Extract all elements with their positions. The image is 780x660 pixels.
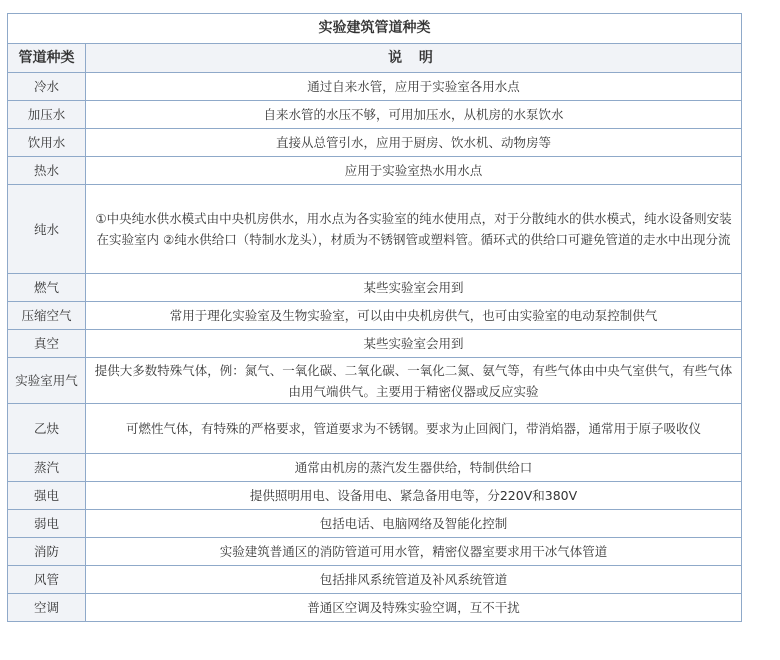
description-cell: 直接从总管引水，应用于厨房、饮水机、动物房等 [86, 129, 742, 157]
table-row [8, 510, 742, 538]
table-header-row [8, 44, 742, 73]
description-cell: 可燃性气体，有特殊的严格要求，管道要求为不锈钢。要求为止回阀门，带消焰器，通常用于原子吸收仪 [86, 404, 742, 454]
table-row [8, 454, 742, 482]
table-row [8, 101, 742, 129]
pipe-types-table-container [7, 13, 742, 622]
table-row [8, 330, 742, 358]
table-row [8, 358, 742, 404]
pipe-type-cell: 空调 [8, 594, 86, 622]
description-cell: 自来水管的水压不够，可用加压水，从机房的水泵饮水 [86, 101, 742, 129]
pipe-type-cell: 风管 [8, 566, 86, 594]
pipe-type-cell: 燃气 [8, 274, 86, 302]
description-cell: 通过自来水管，应用于实验室各用水点 [86, 73, 742, 101]
pipe-type-cell: 饮用水 [8, 129, 86, 157]
pipe-type-cell: 实验室用气 [8, 358, 86, 404]
table-title-row [8, 14, 742, 44]
table-row [8, 566, 742, 594]
pipe-type-cell: 蒸汽 [8, 454, 86, 482]
table-row [8, 538, 742, 566]
description-cell: ①中央纯水供水模式由中央机房供水，用水点为各实验室的纯水使用点，对于分散纯水的供水模式，纯水设备则安装在实验室内 ②纯水供给口（特制水龙头），材质为不锈钢管或塑料管。循环式的供给口可避免管道的走水中出现分流 [86, 185, 742, 274]
pipe-type-cell: 弱电 [8, 510, 86, 538]
table-row [8, 157, 742, 185]
header-description: 说 明 [86, 44, 742, 73]
description-cell: 包括排风系统管道及补风系统管道 [86, 566, 742, 594]
table-row [8, 73, 742, 101]
pipe-type-cell: 强电 [8, 482, 86, 510]
header-pipe-type: 管道种类 [8, 44, 86, 73]
description-cell: 提供大多数特殊气体，例：氮气、一氧化碳、二氧化碳、一氧化二氮、氨气等，有些气体由中央气室供气，有些气体由用气端供气。主要用于精密仪器或反应实验 [86, 358, 742, 404]
table-title: 实验建筑管道种类 [8, 14, 742, 44]
description-cell: 应用于实验室热水用水点 [86, 157, 742, 185]
table-row [8, 129, 742, 157]
description-cell: 通常由机房的蒸汽发生器供给，特制供给口 [86, 454, 742, 482]
pipe-type-cell: 热水 [8, 157, 86, 185]
description-cell: 提供照明用电、设备用电、紧急备用电等，分220V和380V [86, 482, 742, 510]
description-cell: 包括电话、电脑网络及智能化控制 [86, 510, 742, 538]
pipe-type-cell: 压缩空气 [8, 302, 86, 330]
pipe-type-cell: 真空 [8, 330, 86, 358]
table-row [8, 404, 742, 454]
table-row [8, 302, 742, 330]
table-row [8, 185, 742, 274]
pipe-type-cell: 消防 [8, 538, 86, 566]
description-cell: 实验建筑普通区的消防管道可用水管，精密仪器室要求用干冰气体管道 [86, 538, 742, 566]
table-row [8, 594, 742, 622]
description-cell: 某些实验室会用到 [86, 274, 742, 302]
description-cell: 普通区空调及特殊实验空调，互不干扰 [86, 594, 742, 622]
table-row [8, 482, 742, 510]
description-cell: 某些实验室会用到 [86, 330, 742, 358]
description-cell: 常用于理化实验室及生物实验室，可以由中央机房供气，也可由实验室的电动泵控制供气 [86, 302, 742, 330]
table-row [8, 274, 742, 302]
pipe-type-cell: 加压水 [8, 101, 86, 129]
pipe-types-table [7, 13, 742, 622]
pipe-type-cell: 乙炔 [8, 404, 86, 454]
pipe-type-cell: 冷水 [8, 73, 86, 101]
pipe-type-cell: 纯水 [8, 185, 86, 274]
